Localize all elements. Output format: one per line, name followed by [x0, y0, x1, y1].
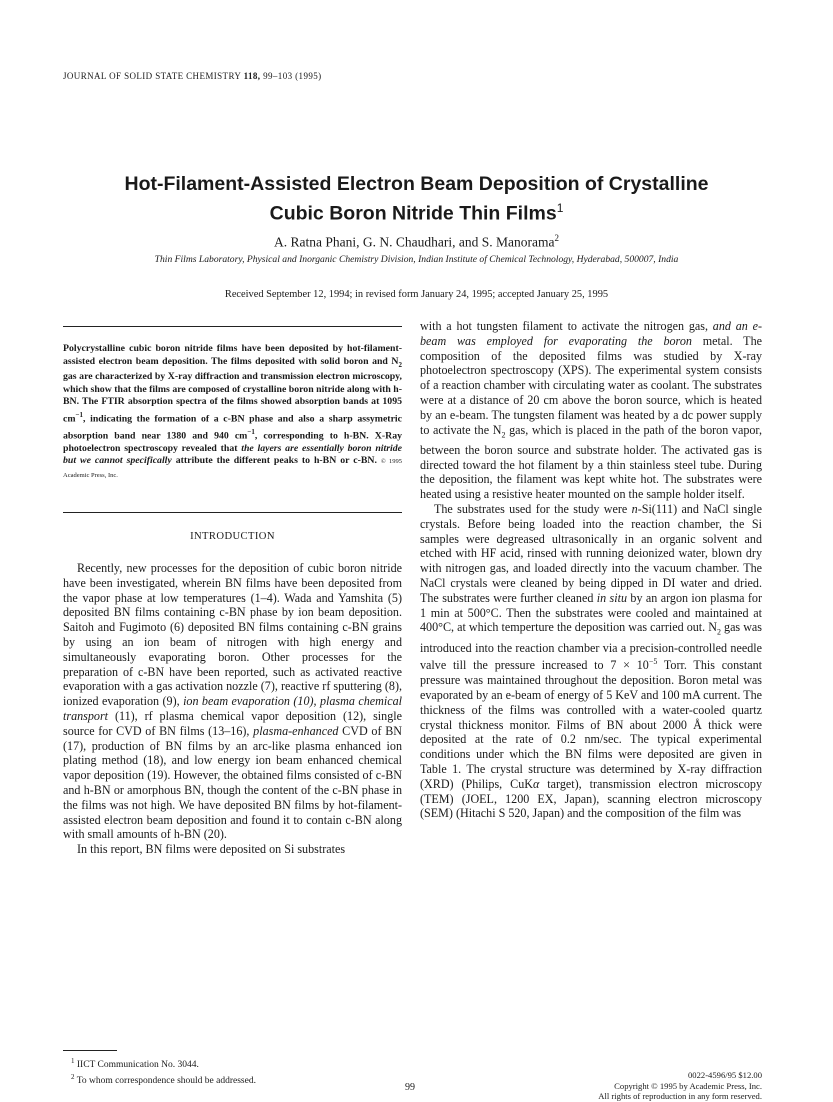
footnote-1 [63, 1055, 402, 1071]
methods-p2-d: gas was introduced into the reaction chamber via a precision-controlled needle valve till the pressure increased to 7 × 10 [420, 620, 763, 673]
abstract-sup-2: −1 [247, 427, 255, 436]
intro-p1-a: Recently, new processes for the deposition of cubic boron nitride have been investigated, wherein BN films have been deposited from the vapor phase at low temperatures (1–4). Wada and Yamshita (5) deposited BN films containing c-BN phase by ion beam deposition. Saitoh and Fugimoto (6) deposited BN films containing c-BN grains by using an ion beam of nitrogen with high energy and simultaneously evaporating boron. Other processes for the preparation of c-BN have been reported, such as activated reactive evaporation with a gas activation nozzle (7), reactive rf sputtering (8), ionized evaporation (9), [63, 561, 402, 709]
title-footnote-mark: 1 [556, 201, 564, 215]
methods-p2-c: by an argon ion plasma for 1 min at 500°C. Then the substrates were cooled and maintained at 400°C, at which temperture the deposition was carried out. N [420, 590, 763, 635]
copyright-line-3: All rights of reproduction in any form reserved. [598, 1091, 762, 1101]
abstract-top-rule [63, 326, 402, 327]
methods-p1-italic: and an e-beam was employed for evaporating the boron [420, 319, 762, 348]
footnote-1-mark: 1 [71, 1057, 75, 1065]
methods-p1-a: with a hot tungsten filament to activate the nitrogen gas, [420, 319, 713, 333]
footnote-1-text: IICT Communication No. 3044. [74, 1060, 199, 1071]
title-line-2-text: Cubic Boron Nitride Thin Films [269, 202, 557, 225]
footnote-2-text: To whom correspondence should be addressed. [74, 1076, 256, 1087]
title-line-2 [60, 196, 773, 226]
methods-paragraph-2 [420, 502, 762, 821]
methods-p2-a: The substrates used for the study were [434, 501, 632, 516]
abstract-italic: the layers are essentially boron nitride but we cannot specifically [63, 442, 402, 467]
title-line-1: Hot-Filament-Assisted Electron Beam Deposition of Crystalline [124, 173, 709, 195]
section-heading-introduction: INTRODUCTION [190, 531, 275, 542]
footnote-2-mark: 2 [71, 1073, 75, 1082]
methods-p2-sub: 2 [716, 627, 721, 637]
methods-p2-italic-insitu: in situ [596, 590, 628, 605]
methods-p2-e: Torr. This constant pressure was maintained throughout the deposition. Boron metal was evaporated by an e-beam of energy of 5 KeV and 100 mA current. The thickness of the films was controlled with a water-cooled quartz crystal thickness monitor. Films of BN about 2000 Å thick were deposited at the rate of 0.2 nm/sec. The typical experimental conditions under which the BN films were deposited are given in Table 1. The crystal structure was determined by X-ray diffraction (XRD) (Philips, CuK [420, 658, 762, 791]
footnotes [63, 1055, 402, 1087]
abstract-bottom-rule [63, 512, 402, 513]
copyright-line-1: 0022-4596/95 $12.00 [688, 1070, 762, 1080]
methods-p1-sub: 2 [501, 429, 506, 439]
abstract-part-4: , corresponding to h-BN. X-Ray photoelectron spectroscopy revealed that [63, 430, 402, 454]
journal-volume: 118, [243, 71, 261, 81]
abstract-copyright: © 1995 Academic Press, Inc. [63, 458, 402, 479]
page-number: 99 [405, 1082, 415, 1093]
received-dates: Received September 12, 1994; in revised form January 24, 1995; accepted January 25, 1995 [224, 289, 609, 300]
abstract-part-2: gas are characterized by X-ray diffraction and transmission electron microscopy, which show that the films are composed of crystalline boron nitride along with h-BN. The FTIR absorption spectra of the films showed absorption bands at 1095 cm [63, 371, 402, 425]
journal-header [63, 71, 322, 81]
abstract-part-1: Polycrystalline cubic boron nitride films have been deposited by hot-filament-assisted electron beam deposition. The films deposited with solid boron and N [63, 343, 402, 367]
intro-paragraph-2: In this report, BN films were deposited on Si substrates [77, 842, 346, 857]
journal-name: JOURNAL OF SOLID STATE CHEMISTRY [63, 71, 241, 81]
left-column [63, 561, 402, 857]
abstract [63, 343, 402, 482]
intro-p1-italic-1: ion beam evaporation (10), plasma chemical transport [63, 694, 402, 723]
journal-pages: 99–103 (1995) [263, 71, 322, 81]
intro-p1-c: CVD of BN (17), production of BN films by an arc-like plasma enhanced ion plating method (18), and low energy ion beam enhanced chemical vapor deposition (19). However, the obtained films consisted of c-BN and h-BN or amorphous BN, though the content of the c-BN phase in the films was not high. We have deposited BN films by hot-filament-assisted electron beam deposition and found it to contain c-BN along with small amounts of h-BN (20). [63, 723, 402, 842]
footnote-rule [63, 1050, 117, 1051]
abstract-sub-2: 2 [398, 360, 402, 369]
intro-p1-italic-2: plasma-enhanced [253, 723, 339, 738]
methods-p2-italic-n: n [631, 501, 638, 516]
methods-p2-alpha: α [532, 776, 540, 791]
methods-p2-f: target), transmission electron microscopy (TEM) (JOEL, 1200 EX, Japan), scanning electron microscopy (SEM) (Hitachi S 520, Japan) and the composition of the film was [420, 776, 762, 821]
authors [60, 233, 773, 251]
copyright-block [560, 1070, 762, 1102]
intro-paragraph-1 [63, 561, 402, 842]
abstract-part-3: , indicating the formation of a c-BN phase and also a sharp assymetric absorption band near 1380 and 940 cm [63, 413, 402, 442]
methods-p2-b: -Si(111) and NaCl single crystals. Before being loaded into the reaction chamber, the Si samples were degreased ultrasonically in an organic solvent and etched with HF acid, rinsed with running deionized water, blown dry with nitrogen gas, and loaded directly into the vacuum chamber. The NaCl crystals were cleaned by being dipped in DI water and dried. The substrates were further cleaned [420, 501, 762, 605]
abstract-part-6: attribute the different peaks to h-BN or c-BN. [171, 455, 377, 467]
abstract-sup-1: −1 [75, 410, 84, 419]
affiliation: Thin Films Laboratory, Physical and Inorganic Chemistry Division, Indian Institute of Chemical Technology, Hyderabad, 500007, India [154, 254, 679, 265]
footnote-2 [63, 1071, 402, 1087]
methods-p1-c: gas, which is placed in the path of the boron vapor, between the boron source and substrate holder. The activated gas is directed toward the hot filament by a thin stainless steel tube. During the deposition, the filament was kept white hot. The substrates were heated using a resistive heater mounted on the sample holder itself. [420, 422, 762, 502]
methods-p2-sup: −5 [648, 657, 658, 667]
right-column [420, 319, 762, 821]
paper-title [60, 172, 773, 226]
author-list: A. Ratna Phani, G. N. Chaudhari, and S. Manorama [274, 234, 555, 250]
methods-p1-b: metal. The composition of the deposited films was studied by X-ray photoelectron spectroscopy (XPS). The experimental system consists of a reaction chamber with circulating water as coolant. The substrates were at a distance of 20 cm above the boron source, which is heated by an e-beam. The tungsten filament was heated by a dc power supply to activate the N [420, 333, 762, 437]
copyright-line-2: Copyright © 1995 by Academic Press, Inc. [614, 1080, 762, 1091]
intro-p1-b: (11), rf plasma chemical vapor deposition (12), single source for CVD of BN films (13–16), [63, 708, 402, 738]
methods-paragraph-1 [420, 319, 762, 502]
author-footnote-mark: 2 [554, 233, 559, 243]
